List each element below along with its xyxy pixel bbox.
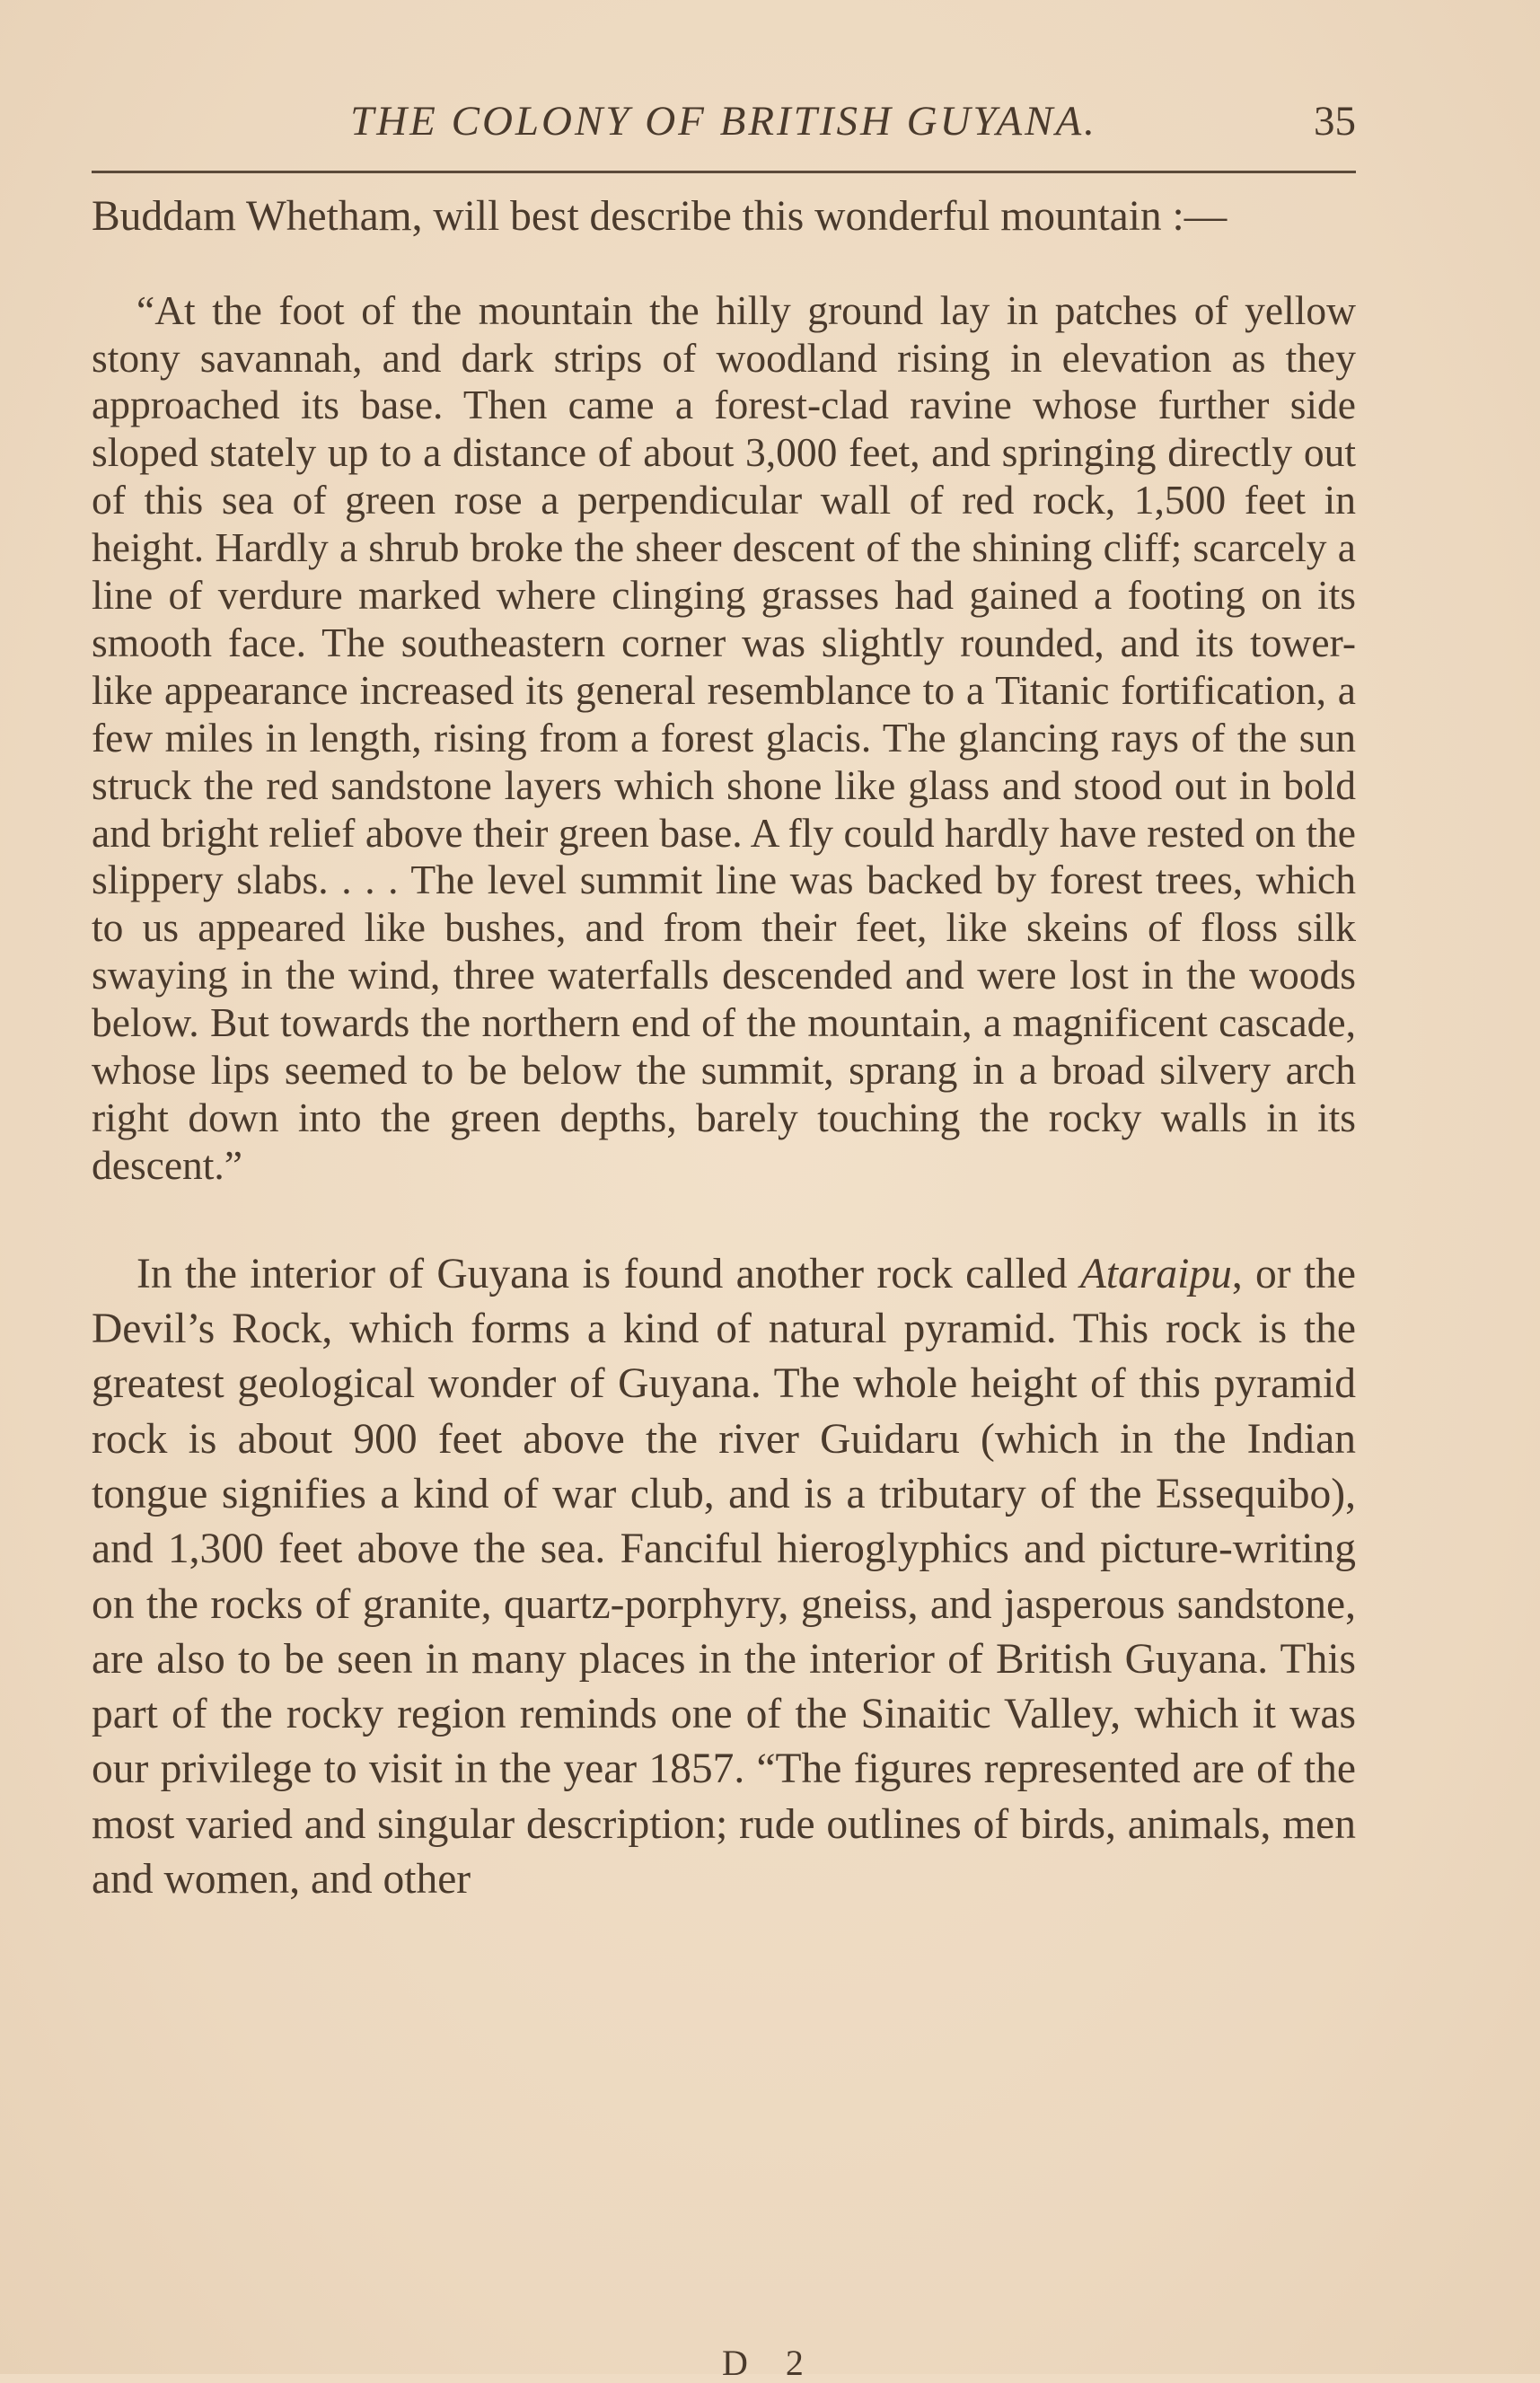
main-paragraph xyxy=(92,1247,1356,1908)
running-title: THE COLONY OF BRITISH GUYANA. xyxy=(350,98,1097,145)
page-number: 35 xyxy=(1314,98,1356,145)
signature-mark: D 2 xyxy=(722,2343,818,2383)
rock-name-italic: Ataraipu xyxy=(1079,1250,1232,1297)
page-body xyxy=(92,193,1356,1907)
main-paragraph-rest: , or the Devil’s Rock, which forms a kind of natural pyramid. This rock is the greatest geological wonder of Guyana. The whole height of this pyramid rock is about 900 feet above the river Guidaru (which in the Indian tongue signifies a kind of war club, and is a tributary of the Essequibo), and 1,300 feet above the sea. Fanciful hieroglyphics and picture-writing on the rocks of granite, quartz-porphyry, gneiss, and jasperous sandstone, are also to be seen in many places in the interior of British Guyana. This part of the rocky region reminds one of the Sinaitic Valley, which it was our privilege to visit in the year 1857. “The figures represented are of the most varied and singular description; rude outlines of birds, animals, men and women, and other xyxy=(92,1250,1356,1904)
quote-paragraph: “At the foot of the mountain the hilly ground lay in patches of yellow stony savannah, and dark strips of woodland rising in elevation as they approached its base. Then came a forest-clad ravine whose further side sloped stately up to a distance of about 3,000 feet, and springing directly out of this sea of green rose a perpendicular wall of red rock, 1,500 feet in height. Hardly a shrub broke the sheer descent of the shining cliff; scarcely a line of verdure marked where clinging grasses had gained a footing on its smooth face. The southeastern corner was slightly rounded, and its tower-like appearance increased its general resemblance to a Titanic fortification, a few miles in length, rising from a forest glacis. The glancing rays of the sun struck the red sandstone layers which shone like glass and stood out in bold and bright relief above their green base. A fly could hardly have rested on the slippery slabs. . . . The level summit line was backed by forest trees, which to us appeared like bushes, and from their feet, like skeins of floss silk swaying in the wind, three waterfalls descended and were lost in the woods below. But towards the northern end of the mountain, a magnificent cascade, whose lips seemed to be below the summit, sprang in a broad silvery arch right down into the green depths, barely touching the rocky walls in its descent.” xyxy=(92,286,1356,1188)
lead-paragraph: Buddam Whetham, will best describe this wonderful mountain :— xyxy=(92,193,1228,240)
header-rule xyxy=(92,171,1356,173)
main-paragraph-start: In the interior of Guyana is found another rock called xyxy=(136,1250,1080,1297)
page-header xyxy=(92,90,1356,153)
